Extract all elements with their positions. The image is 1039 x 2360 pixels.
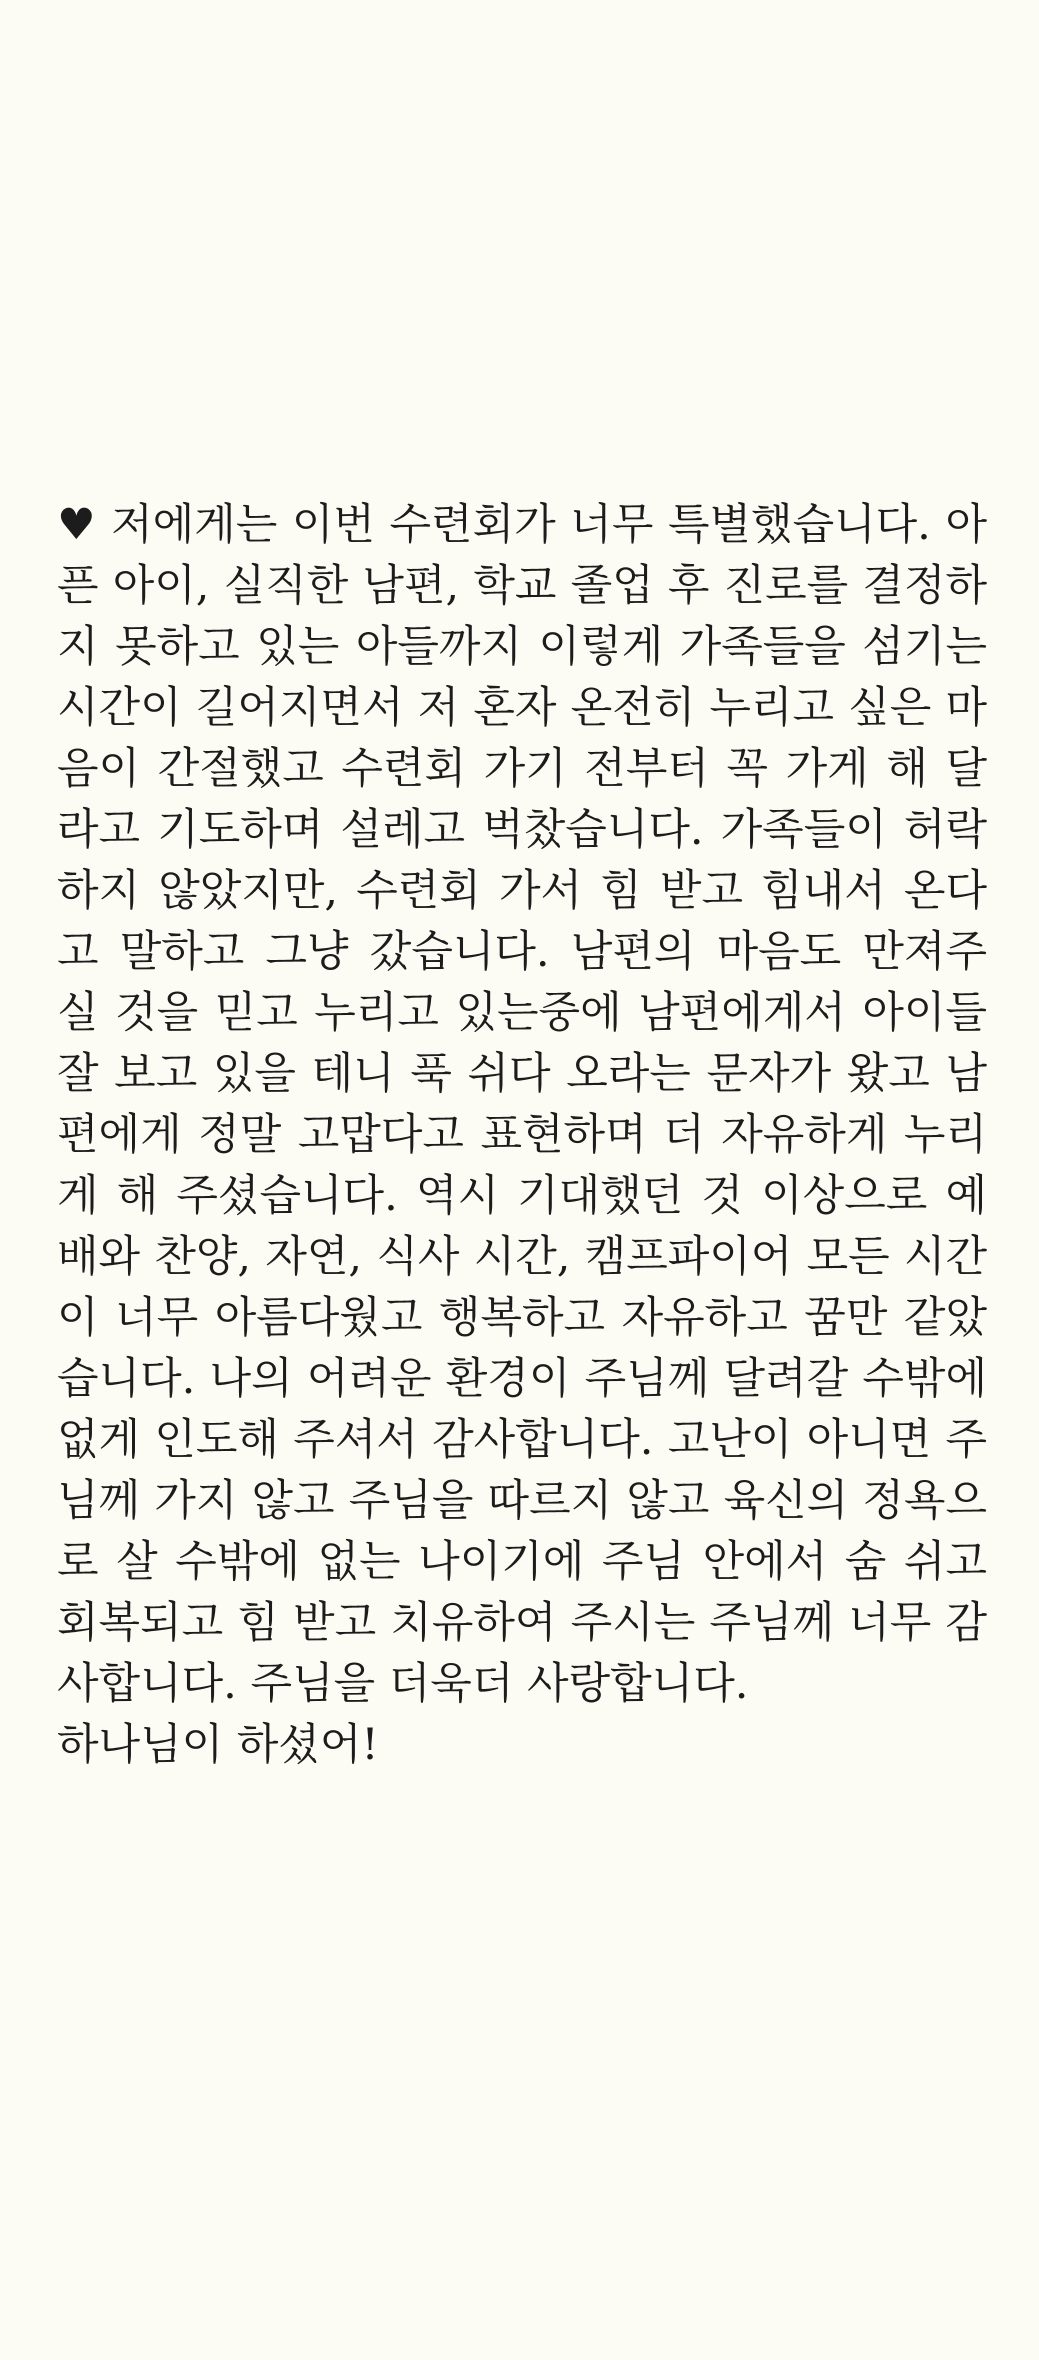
paragraph-line: 하지 않았지만, 수련회 가서 힘 받고 힘내서 온다 [57, 866, 987, 916]
paragraph-line: 고 말하고 그냥 갔습니다. 남편의 마음도 만져주 [57, 927, 987, 977]
paragraph-line: 시간이 길어지면서 저 혼자 온전히 누리고 싶은 마 [57, 683, 987, 733]
paragraph-line: 음이 간절했고 수련회 가기 전부터 꼭 가게 해 달 [57, 744, 987, 794]
paragraph-line: ♥ 저에게는 이번 수련회가 너무 특별했습니다. 아 [57, 500, 987, 550]
paragraph-line: 없게 인도해 주셔서 감사합니다. 고난이 아니면 주 [57, 1415, 987, 1465]
closing-line: 하나님이 하셨어! [57, 1720, 379, 1770]
paragraph-line: 습니다. 나의 어려운 환경이 주님께 달려갈 수밖에 [57, 1354, 987, 1404]
paragraph-line: 픈 아이, 실직한 남편, 학교 졸업 후 진로를 결정하 [57, 561, 987, 611]
paragraph-line: 게 해 주셨습니다. 역시 기대했던 것 이상으로 예 [57, 1171, 987, 1221]
paragraph-line: 회복되고 힘 받고 치유하여 주시는 주님께 너무 감 [57, 1598, 987, 1648]
paragraph-line: 지 못하고 있는 아들까지 이렇게 가족들을 섬기는 [57, 622, 987, 672]
paragraph-line: 라고 기도하며 설레고 벅찼습니다. 가족들이 허락 [57, 805, 987, 855]
paragraph-line: 잘 보고 있을 테니 푹 쉬다 오라는 문자가 왔고 남 [57, 1049, 987, 1099]
paragraph-line: 이 너무 아름다웠고 행복하고 자유하고 꿈만 같았 [57, 1293, 987, 1343]
testimony-text [57, 495, 987, 1776]
paragraph-line: 편에게 정말 고맙다고 표현하며 더 자유하게 누리 [57, 1110, 987, 1160]
paragraph-line: 실 것을 믿고 누리고 있는중에 남편에게서 아이들 [57, 988, 987, 1038]
paragraph-line-last: 사합니다. 주님을 더욱더 사랑합니다. [57, 1659, 749, 1709]
paragraph-line: 로 살 수밖에 없는 나이기에 주님 안에서 숨 쉬고 [57, 1537, 987, 1587]
paragraph-line: 배와 찬양, 자연, 식사 시간, 캠프파이어 모든 시간 [57, 1232, 987, 1282]
paragraph-line: 님께 가지 않고 주님을 따르지 않고 육신의 정욕으 [57, 1476, 987, 1526]
